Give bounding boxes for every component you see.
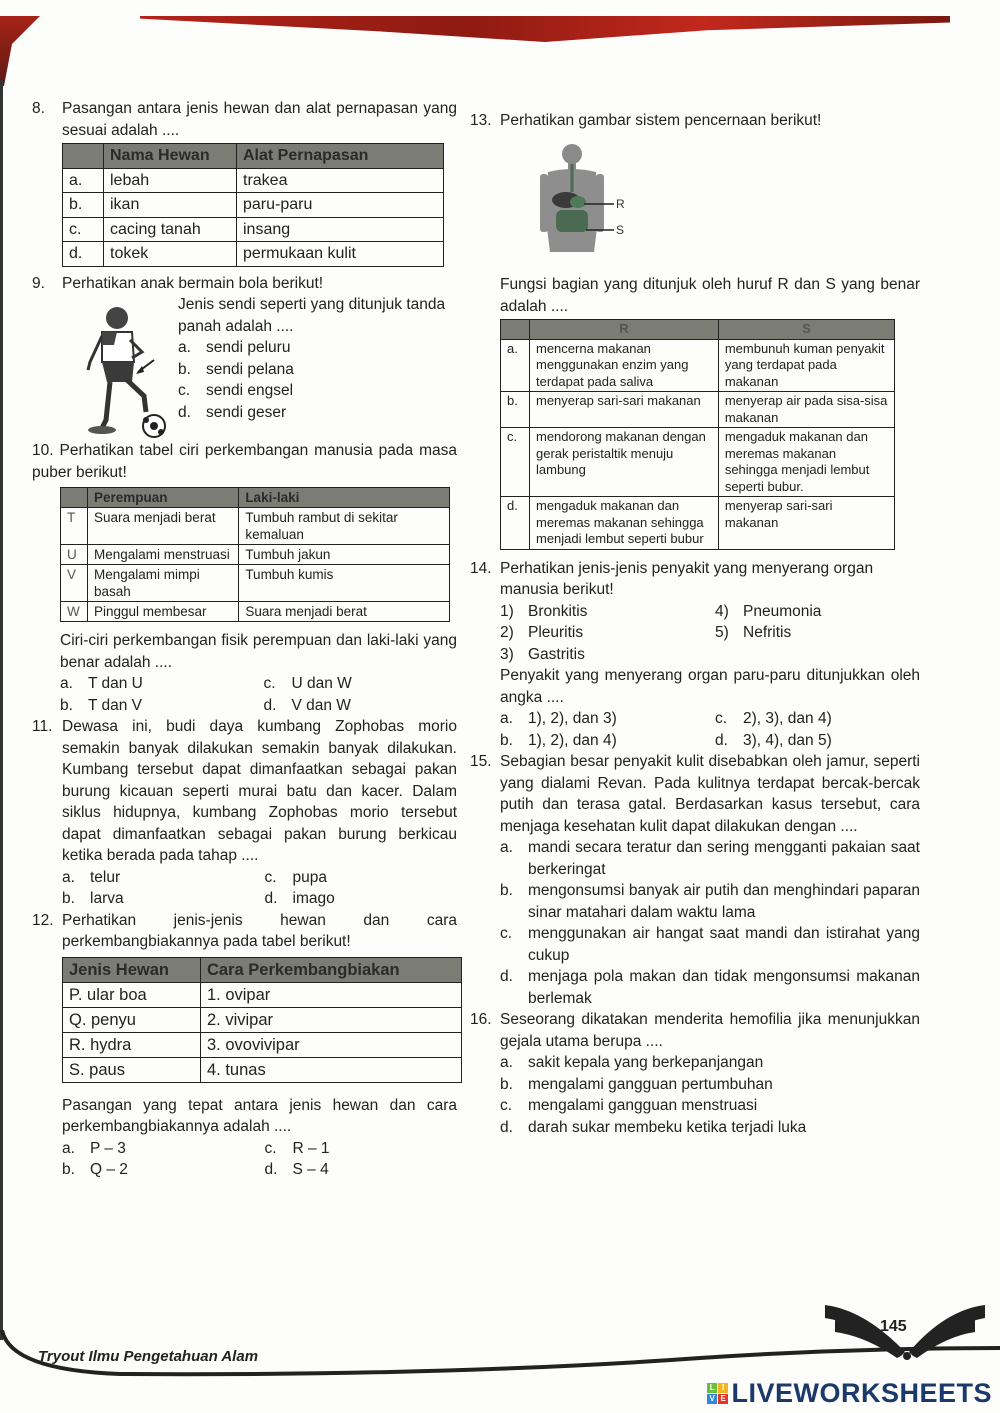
table-row[interactable]: b. ikan paru-paru [63, 193, 444, 218]
question-stem: Sebagian besar penyakit kulit disebabkan oleh jamur, seperti yang dialami Revan. Pada kulitnya terdapat bercak-bercak putih dan terasa gatal. Berdasarkan kasus tersebut, cara menjaga kesehatan kulit dapat dilakukan dengan .... [500, 753, 920, 835]
question-13 [470, 110, 920, 550]
digestion-function-table [500, 319, 895, 550]
table-row[interactable]: P. ular boa 1. ovipar [63, 982, 462, 1007]
option-c[interactable]: c. pupa [264, 868, 327, 886]
option-d[interactable]: d. S – 4 [264, 1161, 329, 1178]
option-d[interactable]: d. sendi geser [178, 403, 287, 421]
disease-list [500, 601, 920, 666]
option-b[interactable]: b. sendi pelana [178, 360, 294, 378]
liveworksheets-logo[interactable] [707, 1378, 992, 1409]
table-header: Cara Perkembangbiakan [201, 957, 462, 982]
question-number: 13. [470, 112, 492, 129]
decorative-top-band [140, 16, 950, 42]
digestive-system-figure [540, 142, 660, 262]
question-text: Pasangan yang tepat antara jenis hewan dan cara perkembangbiakannya adalah .... [62, 1096, 457, 1135]
option-a[interactable]: a. P – 3 [62, 1139, 126, 1157]
question-text: Ciri-ciri perkembangan fisik perempuan dan laki-laki yang benar adalah .... [60, 632, 457, 671]
options-list [500, 837, 920, 1009]
question-intro: Perhatikan anak bermain bola berikut! [62, 274, 324, 292]
reproduction-table [62, 957, 462, 1083]
question-number: 10. [32, 442, 54, 459]
option-c[interactable]: c. menggunakan air hangat saat mandi dan istirahat yang cukup [500, 925, 920, 964]
watermark-text: LIVEWORKSHEETS [731, 1378, 992, 1408]
list-item: 1) Bronkitis [500, 602, 588, 620]
table-header: Jenis Hewan [63, 957, 201, 982]
question-9 [32, 273, 457, 424]
question-stem: Perhatikan jenis-jenis hewan dan cara perkembangbiakannya pada tabel berikut! [62, 911, 457, 950]
question-text: Fungsi bagian yang ditunjuk oleh huruf R dan S yang benar adalah .... [500, 276, 920, 315]
question-stem: Pasangan antara jenis hewan dan alat pernapasan yang sesuai adalah .... [62, 100, 457, 139]
table-row[interactable]: b. menyerap sari-sari makanan menyerap air pada sisa-sisa makanan [501, 392, 895, 428]
option-b[interactable]: b. T dan V [60, 696, 143, 714]
question-11 [32, 716, 457, 910]
table-row[interactable]: c. mendorong makanan dengan gerak peristaltik menuju lambung mengaduk makanan dan meremas makanan sehingga menjadi lembut seperti bubur. [501, 428, 895, 497]
options-grid [62, 867, 457, 910]
question-16 [470, 1009, 920, 1138]
table-row[interactable]: U Mengalami menstruasi Tumbuh jakun [61, 545, 450, 565]
option-a[interactable]: a. mandi secara teratur dan sering mengganti pakaian saat berkeringat [500, 839, 920, 878]
list-item: 3) Gastritis [500, 645, 585, 663]
question-15 [470, 751, 920, 1009]
question-stem: Jenis sendi seperti yang ditunjuk tanda panah adalah .... [178, 296, 446, 335]
table-row[interactable]: R. hydra 3. ovovivipar [63, 1032, 462, 1057]
question-number: 15. [470, 753, 492, 770]
option-c[interactable]: c. U dan W [263, 675, 352, 692]
question-10 [32, 440, 457, 716]
question-stem: Perhatikan gambar sistem pencernaan berikut! [500, 112, 822, 129]
table-header: S [718, 320, 894, 340]
left-column [32, 98, 457, 1181]
soccer-player-illustration [62, 300, 172, 440]
page-number: 145 [880, 1318, 907, 1335]
liveworksheets-cube-icon: L I V E [707, 1383, 728, 1404]
option-a[interactable]: a. telur [62, 868, 121, 886]
table-row[interactable]: a. mencerna makanan menggunakan enzim yang terdapat pada saliva membunuh kuman penyakit yang terdapat pada makanan [501, 339, 895, 392]
table-row[interactable]: Q. penyu 2. vivipar [63, 1007, 462, 1032]
table-header [63, 144, 104, 169]
option-d[interactable]: d. darah sukar membeku ketika terjadi luka [500, 1118, 807, 1136]
options-grid [60, 673, 457, 716]
option-d[interactable]: d. imago [264, 890, 335, 907]
question-8 [32, 98, 457, 267]
table-header: R [530, 320, 719, 340]
svg-text:S: S [616, 222, 625, 237]
table-row[interactable]: c. cacing tanah insang [63, 217, 444, 242]
table-row[interactable]: S. paus 4. tunas [63, 1057, 462, 1082]
decorative-left-edge [0, 16, 40, 86]
option-b[interactable]: b. 1), 2), dan 4) [500, 731, 617, 749]
option-a[interactable]: a. T dan U [60, 675, 143, 692]
page-left-border [0, 80, 3, 1340]
table-row[interactable]: d. mengaduk makanan dan meremas makanan sehingga menjadi lembut seperti bubur menyerap sari-sari makanan [501, 497, 895, 550]
puberty-table [60, 487, 450, 622]
option-c[interactable]: c. R – 1 [264, 1139, 330, 1157]
option-c[interactable]: c. 2), 3), dan 4) [715, 710, 832, 727]
question-number: 16. [470, 1011, 492, 1028]
table-row[interactable]: V Mengalami mimpi basah Tumbuh kumis [61, 565, 450, 602]
question-number: 9. [32, 274, 45, 292]
table-header: Perempuan [88, 488, 239, 508]
option-d[interactable]: d. menjaga pola makan dan tidak mengonsumsi makanan berlemak [500, 968, 920, 1007]
question-stem: Dewasa ini, budi daya kumbang Zophobas morio semakin banyak dilakukan semakin banyak dilakukan. Kumbang tersebut dapat dimanfaatkan sebagai pakan burung kicauan seperti murai batu dan kacer. Dalam siklus hidupnya, kumbang Zophobas morio tersebut dapat dimanfaatkan sebagai pakan burung berkicau ketika berada pada tahap .... [62, 718, 457, 864]
table-header: Laki-laki [239, 488, 450, 508]
option-b[interactable]: b. larva [62, 890, 124, 907]
table-header: Alat Pernapasan [237, 144, 444, 169]
question-number: 14. [470, 559, 492, 577]
question-stem: Perhatikan jenis-jenis penyakit yang menyerang organ manusia berikut! [500, 559, 874, 598]
question-number: 8. [32, 100, 45, 117]
table-header: Nama Hewan [104, 144, 237, 169]
options-grid [62, 1138, 457, 1181]
option-b[interactable]: b. Q – 2 [62, 1161, 128, 1178]
list-item: 4) Pneumonia [715, 602, 822, 620]
option-a[interactable]: a. sendi peluru [178, 339, 291, 356]
question-text: Penyakit yang menyerang organ paru-paru ditunjukkan oleh angka .... [500, 667, 920, 706]
option-b[interactable]: b. mengalami gangguan pertumbuhan [500, 1075, 773, 1093]
option-a[interactable]: a. 1), 2), dan 3) [500, 710, 617, 727]
right-column [470, 110, 920, 1138]
options-grid [500, 708, 920, 751]
question-number: 12. [32, 911, 54, 929]
list-item: 5) Nefritis [715, 624, 792, 641]
option-c[interactable]: c. sendi engsel [178, 382, 294, 399]
table-row[interactable]: d. tokek permukaan kulit [63, 242, 444, 267]
options-list [500, 1052, 920, 1138]
option-b[interactable]: b. mengonsumsi banyak air putih dan menghindari paparan sinar matahari dalam waktu lama [500, 882, 920, 921]
list-item: 2) Pleuritis [500, 624, 584, 641]
book-title: Tryout Ilmu Pengetahuan Alam [38, 1348, 259, 1365]
option-a[interactable]: a. sakit kepala yang berkepanjangan [500, 1054, 764, 1071]
question-14 [470, 558, 920, 752]
option-d[interactable]: d. V dan W [263, 696, 351, 714]
question-stem: Seseorang dikatakan menderita hemofilia jika menunjukkan gejala utama berupa .... [500, 1011, 920, 1050]
question-stem: 10. Perhatikan tabel ciri perkembangan manusia pada masa puber berikut! [32, 442, 457, 481]
option-d[interactable]: d. 3), 4), dan 5) [715, 731, 832, 749]
svg-text:R: R [616, 196, 625, 211]
table-row[interactable]: W Pinggul membesar Suara menjadi berat [61, 602, 450, 622]
respiration-table [62, 143, 444, 267]
question-number: 11. [32, 718, 53, 735]
table-row[interactable]: T Suara menjadi berat Tumbuh rambut di sekitar kemaluan [61, 508, 450, 545]
option-c[interactable]: c. mengalami gangguan menstruasi [500, 1097, 758, 1114]
table-row[interactable]: a. lebah trakea [63, 168, 444, 193]
question-12 [32, 910, 457, 1181]
